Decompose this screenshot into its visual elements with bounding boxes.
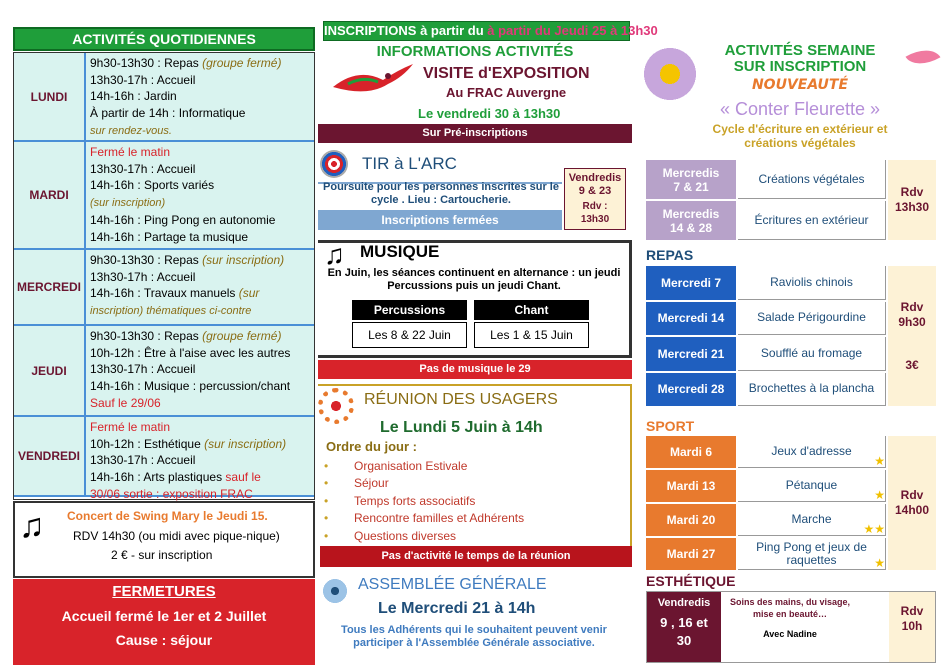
table-date-cell <box>646 160 736 199</box>
registration-banner <box>323 21 658 41</box>
activity-line <box>90 177 312 194</box>
activity-line <box>90 229 312 246</box>
table-activity-text: Salade Périgourdine <box>757 310 866 325</box>
meeting-title: RÉUNION DES USAGERS <box>364 391 558 408</box>
agenda-item <box>324 493 524 510</box>
day-row <box>14 53 314 142</box>
agenda-item-text: Organisation Estivale <box>354 459 468 473</box>
activity-line <box>90 436 312 453</box>
activity-text: 13h30-17h : Accueil <box>90 72 196 87</box>
activity-line <box>90 88 312 105</box>
cycle-description: Cycle d'écriture en extérieur et créations végétales <box>712 122 888 150</box>
agenda-label: Ordre du jour : <box>326 439 417 454</box>
activity-warning: 30/06 sortie : exposition FRAC <box>90 486 253 501</box>
activity-text: 13h30-17h : Accueil <box>90 269 196 284</box>
agenda-item-text: Temps forts associatifs <box>354 493 476 508</box>
activity-text: À partir de 14h : Informatique <box>90 106 246 121</box>
day-row <box>14 250 314 326</box>
sport-section-title: SPORT <box>646 418 695 434</box>
closures-line2: Cause : séjour <box>115 632 213 648</box>
activity-note: (groupe fermé) <box>202 329 282 343</box>
music-block <box>318 240 632 358</box>
rdv-text: Rdv <box>900 488 924 502</box>
activity-line <box>90 361 312 378</box>
activity-line <box>90 452 312 469</box>
activity-line <box>90 72 312 89</box>
concert-title: Concert de Swing Mary le Jeudi 15. <box>67 509 268 523</box>
daily-schedule-table <box>13 52 315 500</box>
beauty-date-3: 30 <box>676 633 692 648</box>
star-icon: ★★ <box>863 522 885 536</box>
chant-header: Chant <box>474 300 589 320</box>
activity-line <box>90 486 312 503</box>
activity-line <box>90 378 312 395</box>
activity-text: 14h-16h : Musique : percussion/chant <box>90 379 291 394</box>
closures-title: FERMETURES <box>112 583 216 600</box>
bullet-icon: • <box>324 476 329 491</box>
activity-warning: sauf le <box>225 470 261 485</box>
table-activity-text: Soufflé au fromage <box>760 345 863 360</box>
star-icon: ★ <box>874 488 885 502</box>
activity-line <box>90 252 312 269</box>
beauty-activity-cell <box>723 596 857 640</box>
closures-line1: Accueil fermé le 1er et 2 Juillet <box>61 608 267 624</box>
table-activity-text: Ping Pong et jeux de raquettes <box>756 539 867 567</box>
bullet-icon: • <box>324 528 329 543</box>
meeting-block <box>318 384 632 567</box>
table-activity-cell <box>738 373 886 407</box>
table-rdv-cell <box>888 436 936 570</box>
percussion-header: Percussions <box>352 300 467 320</box>
activity-line <box>90 212 312 229</box>
beauty-rdv-2: 10h <box>901 619 923 633</box>
agenda-item <box>324 475 524 492</box>
closures-box <box>13 579 315 665</box>
agenda-list <box>324 458 524 545</box>
table-date-cell <box>646 504 736 536</box>
beauty-activity-1: Soins des mains, du visage, mise en beauté… <box>729 597 851 619</box>
banner-part-a: INSCRIPTIONS à partir du <box>324 23 488 38</box>
concert-box <box>13 501 315 578</box>
activity-line <box>90 395 312 412</box>
table-activity-text: Raviolis chinois <box>770 274 853 289</box>
agenda-item-text: Questions diverses <box>354 528 457 543</box>
star-icon: ★ <box>874 556 885 570</box>
activity-text: 14h-16h : Jardin <box>90 89 177 104</box>
day-row <box>14 326 314 417</box>
day-label: MERCREDI <box>14 250 86 324</box>
percussion-dates: Les 8 & 22 Juin <box>352 322 467 348</box>
activity-line <box>90 285 312 302</box>
activity-note: (sur inscription) <box>202 253 285 267</box>
table-activity-cell <box>738 436 886 468</box>
archery-side-line2: 9 & 23 <box>578 185 612 197</box>
star-icon: ★ <box>874 454 885 468</box>
table-activity-cell <box>738 538 886 570</box>
day-label: MARDI <box>14 142 86 248</box>
activity-note: (groupe fermé) <box>202 56 282 70</box>
exhibition-date: Le vendredi 30 à 13h30 <box>418 106 561 121</box>
day-activities <box>88 144 312 245</box>
activity-line <box>90 469 312 486</box>
meals-table <box>646 266 936 408</box>
archery-side-line4: 13h30 <box>580 214 610 225</box>
agenda-item <box>324 510 524 527</box>
rdv-text: 14h00 <box>894 503 930 517</box>
rdv-text: 13h30 <box>894 200 930 214</box>
table-date-cell <box>646 201 736 240</box>
workshops-table <box>646 160 936 242</box>
activity-line <box>90 161 312 178</box>
beauty-date-2: 9 , 16 et <box>660 615 708 630</box>
assembly-title: ASSEMBLÉE GÉNÉRALE <box>358 576 547 593</box>
agenda-item <box>324 528 524 545</box>
activity-text: 10h-12h : Esthétique <box>90 436 205 451</box>
daily-activities-header: ACTIVITÉS QUOTIDIENNES <box>13 27 315 51</box>
activity-warning: Sauf le 29/06 <box>90 395 161 410</box>
day-activities <box>88 419 312 503</box>
rdv-text: Rdv <box>900 299 924 314</box>
activity-text: 13h30-17h : Accueil <box>90 453 196 468</box>
target-icon <box>320 150 348 178</box>
table-date-text: 14 & 28 <box>669 220 713 235</box>
table-activity-cell <box>738 504 886 536</box>
archery-side-line1: Vendredis <box>568 172 622 184</box>
day-label: JEUDI <box>14 326 86 415</box>
table-date-cell <box>646 302 736 336</box>
activity-line <box>90 122 312 140</box>
beauty-section-title: ESTHÉTIQUE <box>646 573 736 589</box>
activity-text: 14h-16h : Ping Pong en autonomie <box>90 212 276 227</box>
table-rdv-cell <box>888 160 936 240</box>
activity-text: 14h-16h : Travaux manuels <box>90 286 239 301</box>
day-activities <box>88 252 312 320</box>
table-date-text: Mardi 20 <box>666 513 716 527</box>
activity-note: (sur inscription) <box>90 197 166 210</box>
activity-line <box>90 269 312 286</box>
concert-line2: 2 € - sur inscription <box>111 548 213 562</box>
activity-note: (sur <box>238 286 260 301</box>
table-date-text: Mardi 13 <box>666 479 716 493</box>
activity-line <box>90 419 312 436</box>
table-activity-cell <box>738 201 886 240</box>
rdv-text: 9h30 <box>898 314 926 329</box>
table-activity-text: Jeux d'adresse <box>771 444 852 458</box>
bullet-icon: • <box>324 459 329 473</box>
music-bar: Pas de musique le 29 <box>318 360 632 379</box>
activity-warning: Fermé le matin <box>90 420 171 434</box>
table-date-cell <box>646 470 736 502</box>
table-date-cell <box>646 266 736 300</box>
flower-icon <box>320 576 350 606</box>
table-date-text: Mercredi 21 <box>657 346 725 361</box>
bird-icon <box>328 62 418 92</box>
activity-note: (sur inscription) <box>204 436 287 451</box>
activity-text: 13h30-17h : Accueil <box>90 161 196 176</box>
bullet-icon: • <box>324 511 329 526</box>
new-badge: NOUVEAUTÉ <box>751 77 849 93</box>
activity-text: 10h-12h : Être à l'aise avec les autres <box>90 345 291 360</box>
table-date-cell <box>646 337 736 371</box>
music-notes-icon: ♫ <box>324 239 345 270</box>
assembly-date: Le Mercredi 21 à 14h <box>378 600 536 617</box>
table-activity-text: Marche <box>791 512 832 526</box>
agenda-item-text: Rencontre familles et Adhérents <box>354 511 525 526</box>
daisy-icon <box>642 46 698 102</box>
table-date-cell <box>646 373 736 407</box>
activity-note: inscription) thématiques ci-contre <box>90 305 252 318</box>
beauty-table <box>646 591 936 663</box>
assembly-text: Tous les Adhérents qui le souhaitent peuvent venir participer à l'Assemblée Générale associative. <box>341 624 607 649</box>
chant-dates: Les 1 & 15 Juin <box>474 322 589 348</box>
exhibition-block <box>318 60 632 143</box>
activity-text: 9h30-13h30 : Repas <box>90 56 203 70</box>
day-row <box>14 417 314 501</box>
pink-leaf-icon <box>906 42 941 73</box>
activity-line <box>90 302 312 320</box>
activity-line <box>90 345 312 362</box>
table-date-text: Mercredi 14 <box>657 311 725 326</box>
table-date-text: Mardi 6 <box>669 445 712 459</box>
table-date-cell <box>646 538 736 570</box>
beauty-date-cell <box>647 592 721 662</box>
archery-side-box <box>564 168 626 230</box>
activity-note: sur rendez-vous. <box>90 124 172 137</box>
day-row <box>14 142 314 250</box>
table-date-cell <box>646 436 736 468</box>
banner-part-b: à partir du Jeudi 25 à 13h30 <box>487 23 658 38</box>
activity-line <box>90 55 312 72</box>
activity-text: 14h-16h : Partage ta musique <box>90 229 249 244</box>
activity-line <box>90 144 312 161</box>
activity-text: 9h30-13h30 : Repas <box>90 329 203 343</box>
archery-closed-bar: Inscriptions fermées <box>318 210 562 230</box>
beauty-date-1: Vendredis <box>657 597 711 609</box>
weekly-title-2: SUR INSCRIPTION <box>733 58 867 75</box>
meal-price: 3€ <box>905 357 919 372</box>
table-activity-cell <box>738 160 886 199</box>
concert-line1: RDV 14h30 (ou midi avec pique-nique) <box>73 529 280 543</box>
music-text: En Juin, les séances continuent en alternance : un jeudi Percussions puis un jeudi Chant. <box>327 267 621 292</box>
music-note-icon: ♫ <box>19 507 45 545</box>
day-label: VENDREDI <box>14 417 86 495</box>
table-activity-text: Pétanque <box>785 478 838 492</box>
archery-side-line3: Rdv : <box>582 201 608 212</box>
table-rdv-cell <box>888 266 936 406</box>
table-activity-text: Créations végétales <box>758 171 865 186</box>
agenda-item-text: Séjour <box>354 476 389 491</box>
archery-text: Poursuite pour les personnes inscrites sur le cycle . Lieu : Cartoucherie. <box>323 181 559 206</box>
activity-text: 14h-16h : Sports variés <box>90 178 215 193</box>
table-date-text: Mercredi 28 <box>657 382 725 397</box>
table-activity-cell <box>738 302 886 336</box>
bullet-icon: • <box>324 493 329 508</box>
beauty-activity-2: Avec Nadine <box>763 629 817 639</box>
activity-line <box>90 194 312 212</box>
table-activity-cell <box>738 266 886 300</box>
meeting-bar: Pas d'activité le temps de la réunion <box>320 546 632 567</box>
conter-fleurette-title: « Conter Fleurette » <box>719 99 881 119</box>
table-activity-text: Brochettes à la plancha <box>748 381 875 396</box>
activity-warning: Fermé le matin <box>90 145 171 159</box>
beauty-rdv-1: Rdv <box>900 604 924 618</box>
exhibition-bar: Sur Pré-inscriptions <box>318 124 632 143</box>
exhibition-title: VISITE d'EXPOSITION <box>423 65 590 82</box>
day-activities <box>88 328 312 412</box>
table-date-text: Mercredis <box>662 165 720 180</box>
day-activities <box>88 55 312 140</box>
table-date-text: Mercredis <box>662 206 720 221</box>
weekly-title-1: ACTIVITÉS SEMAINE <box>724 42 876 59</box>
activity-text: 14h-16h : Arts plastiques <box>90 470 226 485</box>
beauty-rdv-cell <box>889 592 935 662</box>
info-activities-title: INFORMATIONS ACTIVITÉS <box>376 43 574 60</box>
table-activity-cell <box>738 337 886 371</box>
activity-text: 9h30-13h30 : Repas <box>90 253 203 267</box>
table-date-text: 7 & 21 <box>673 179 709 194</box>
activity-text: 13h30-17h : Accueil <box>90 362 196 377</box>
exhibition-venue: Au FRAC Auvergne <box>446 85 567 100</box>
archery-block <box>318 148 632 234</box>
agenda-item <box>324 458 524 475</box>
music-title: MUSIQUE <box>360 242 440 261</box>
table-date-text: Mercredi 7 <box>660 275 722 290</box>
activity-line <box>90 105 312 122</box>
rdv-text: Rdv <box>900 185 924 199</box>
sport-table <box>646 436 936 572</box>
table-date-text: Mardi 27 <box>666 547 716 561</box>
meeting-date: Le Lundi 5 Juin à 14h <box>380 419 543 436</box>
archery-title: TIR à L'ARC <box>362 154 457 173</box>
table-activity-cell <box>738 470 886 502</box>
people-circle-icon <box>318 388 354 424</box>
general-assembly-block <box>318 572 632 662</box>
table-activity-text: Écritures en extérieur <box>754 212 869 227</box>
meals-section-title: REPAS <box>646 247 694 263</box>
activity-line <box>90 328 312 345</box>
day-label: LUNDI <box>14 53 86 140</box>
